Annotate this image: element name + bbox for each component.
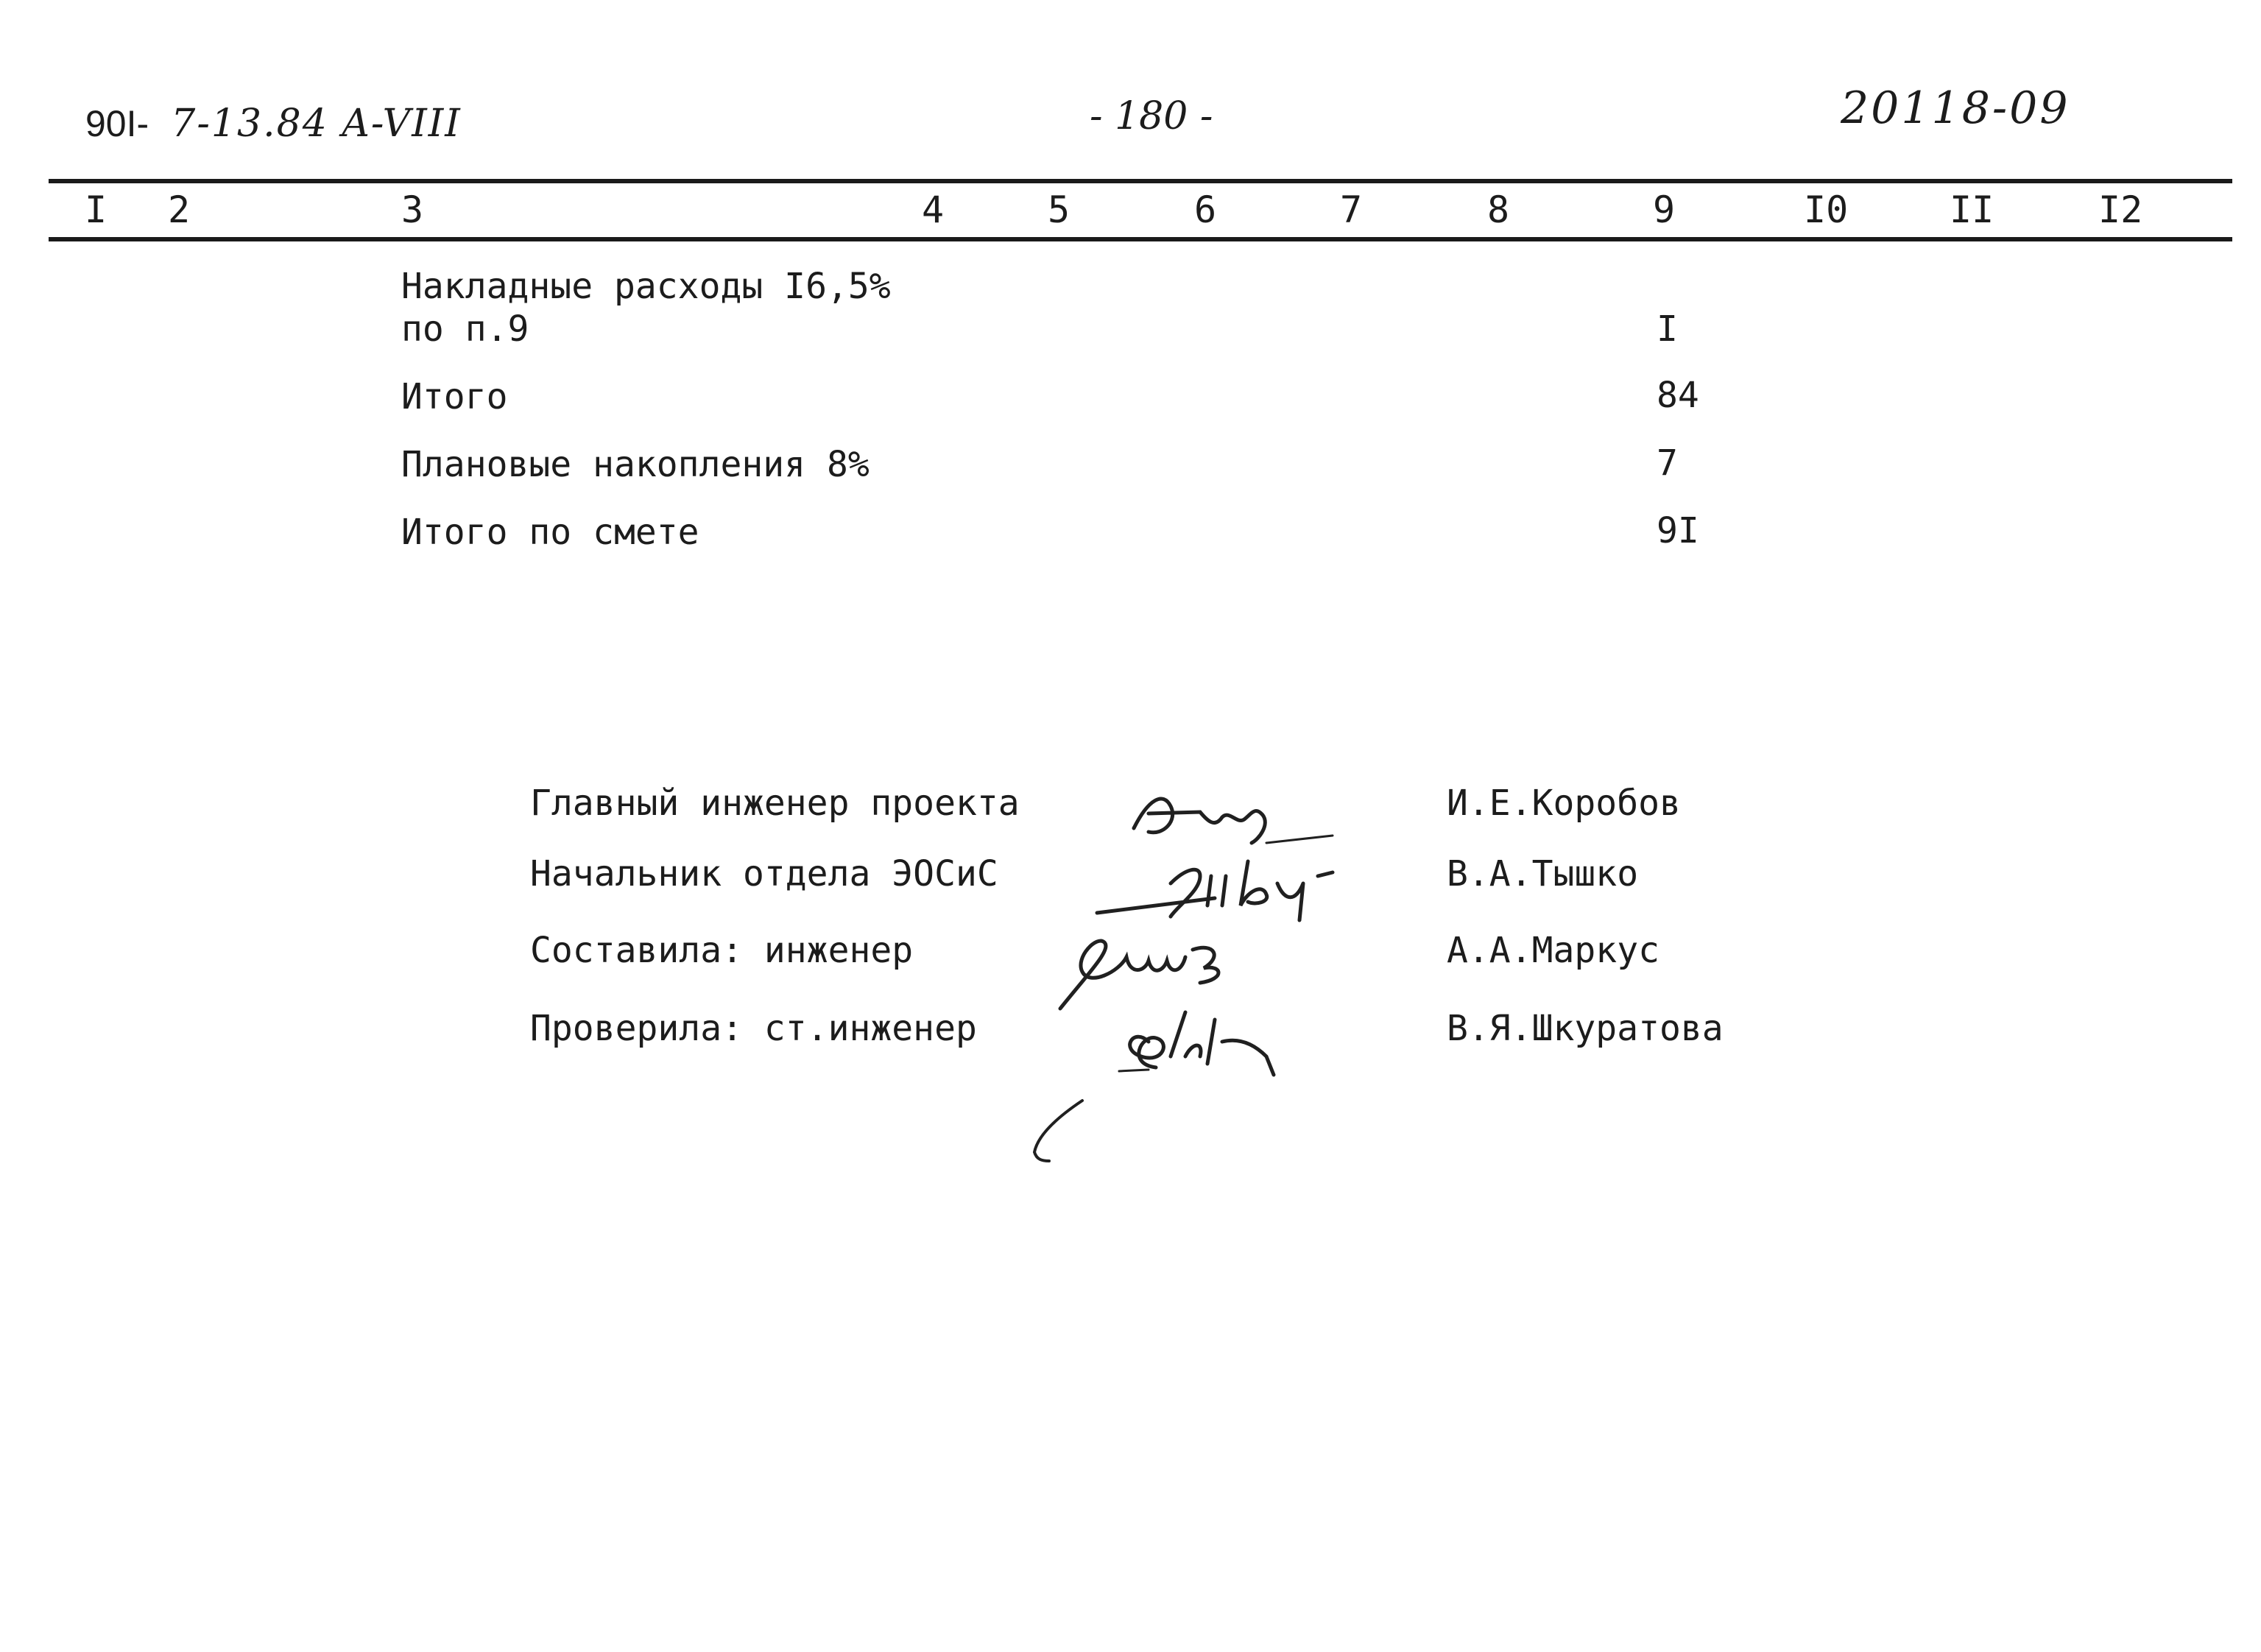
column-number: II	[1950, 188, 1994, 231]
header-top-rule	[49, 179, 2232, 183]
column-number: 9	[1653, 188, 1676, 231]
column-number: 7	[1340, 188, 1363, 231]
signature-shkuratova	[1104, 998, 1325, 1093]
doc-code-handwritten: 7-13.84 A-VIII	[171, 102, 462, 146]
signature-role: Начальник отдела ЭОСиС	[530, 853, 998, 894]
column-number: I	[85, 188, 107, 231]
signature-role: Проверила: ст.инженер	[530, 1008, 977, 1049]
signature-name: В.А.Тышко	[1447, 853, 1639, 894]
column-number: 6	[1194, 188, 1217, 231]
column-number: I2	[2098, 188, 2143, 231]
signature-name: И.Е.Коробов	[1447, 783, 1681, 824]
row-subtotal: Итого	[401, 376, 508, 417]
row-overhead-value: I	[1657, 308, 1678, 350]
archive-number: 20118-09	[1841, 82, 2070, 134]
row-planned-savings: Плановые накопления 8%	[401, 444, 870, 485]
row-overhead-line-1: Накладные расходы I6,5%	[401, 266, 891, 307]
row-planned-savings-value: 7	[1657, 442, 1678, 484]
row-overhead-line-2: по п.9	[401, 308, 529, 350]
column-number: 3	[401, 188, 424, 231]
column-number: 5	[1048, 188, 1070, 231]
signature-role: Главный инженер проекта	[530, 783, 1020, 824]
header-bottom-rule	[49, 237, 2232, 241]
row-overhead	[401, 265, 891, 350]
column-number: 8	[1487, 188, 1510, 231]
signature-role: Составила: инженер	[530, 930, 914, 971]
column-number: 2	[168, 188, 191, 231]
doc-code	[85, 102, 462, 146]
signature-tyshko	[1090, 832, 1369, 928]
column-number: 4	[922, 188, 945, 231]
signature-name: А.А.Маркус	[1447, 930, 1659, 971]
row-subtotal-value: 84	[1657, 375, 1699, 416]
row-total: Итого по смете	[401, 512, 699, 553]
doc-code-typed: 90I-	[85, 103, 149, 144]
signature-name: В.Я.Шкуратова	[1447, 1008, 1724, 1049]
stray-pen-mark	[1016, 1090, 1104, 1171]
row-total-value: 9I	[1657, 510, 1699, 551]
column-number: I0	[1804, 188, 1849, 231]
page-number: - 180 -	[1090, 94, 1213, 138]
